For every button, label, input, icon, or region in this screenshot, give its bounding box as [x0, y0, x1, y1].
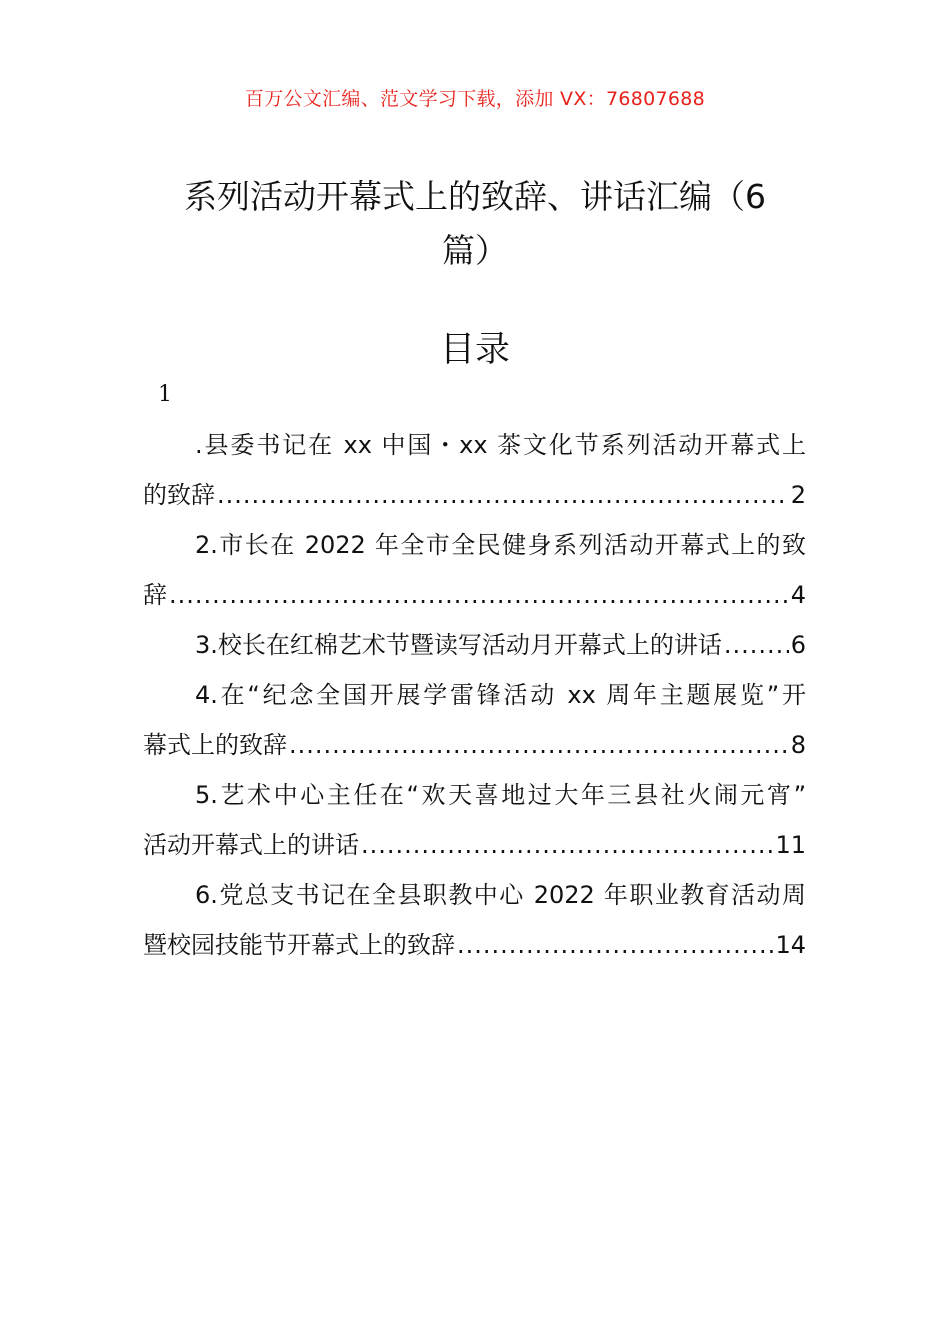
- toc-entry-3-page: 6: [790, 631, 806, 659]
- toc-entry-2-page: 4: [790, 581, 806, 609]
- toc-entry-5-line-1[interactable]: 5.艺术中心主任在“欢天喜地过大年三县社火闹元宵”: [195, 781, 806, 809]
- toc-entry-1-leader: [217, 470, 789, 520]
- toc-entry-6-line-2[interactable]: [143, 920, 806, 970]
- toc-entry-1-text: 的致辞: [143, 481, 215, 509]
- toc-entry-3-leader: [724, 620, 789, 670]
- toc-entry-6-line-1[interactable]: 6.党总支书记在全县职教中心 2022 年职业教育活动周: [195, 881, 806, 909]
- toc-entry-3-line-1[interactable]: [143, 620, 806, 670]
- toc-entry-2-text: 辞: [143, 581, 167, 609]
- page-number-marker: 1: [158, 382, 172, 407]
- toc-entry-1-line-1[interactable]: .县委书记在 xx 中国・xx 茶文化节系列活动开幕式上: [195, 431, 806, 459]
- toc-entry-5-leader: [361, 820, 773, 870]
- document-title: [150, 170, 800, 278]
- toc-entry-6-leader: [457, 920, 773, 970]
- toc-entry-4-leader: [289, 720, 789, 770]
- document-title-line-1: 系列活动开幕式上的致辞、讲话汇编（6: [184, 177, 766, 216]
- toc-entry-1-line-2[interactable]: [143, 470, 806, 520]
- toc-entry-4-page: 8: [790, 731, 806, 759]
- toc-entry-5-text: 活动开幕式上的讲话: [143, 831, 359, 859]
- toc-entry-2-line-1[interactable]: 2.市长在 2022 年全市全民健身系列活动开幕式上的致: [195, 531, 806, 559]
- toc-entry-4-line-2[interactable]: [143, 720, 806, 770]
- document-title-line-2: 篇）: [442, 231, 508, 270]
- toc-entry-4-line-1[interactable]: 4.在“纪念全国开展学雷锋活动 xx 周年主题展览”开: [195, 681, 806, 709]
- toc-entry-6-text: 暨校园技能节开幕式上的致辞: [143, 931, 455, 959]
- toc-entry-5-line-2[interactable]: [143, 820, 806, 870]
- toc-entry-6-page: 14: [775, 931, 806, 959]
- toc-entry-1-page: 2: [790, 481, 806, 509]
- toc-entry-2-line-2[interactable]: [143, 570, 806, 620]
- toc-entry-5-page: 11: [775, 831, 806, 859]
- header-banner: 百万公文汇编、范文学习下载，添加 VX：76807688: [244, 88, 706, 110]
- toc-entry-2-leader: [169, 570, 789, 620]
- table-of-contents: [143, 420, 806, 970]
- toc-entry-3-text: 3.校长在红棉艺术节暨读写活动月开幕式上的讲话: [195, 631, 722, 659]
- toc-entry-4-text: 幕式上的致辞: [143, 731, 287, 759]
- toc-heading: 目录: [439, 330, 510, 370]
